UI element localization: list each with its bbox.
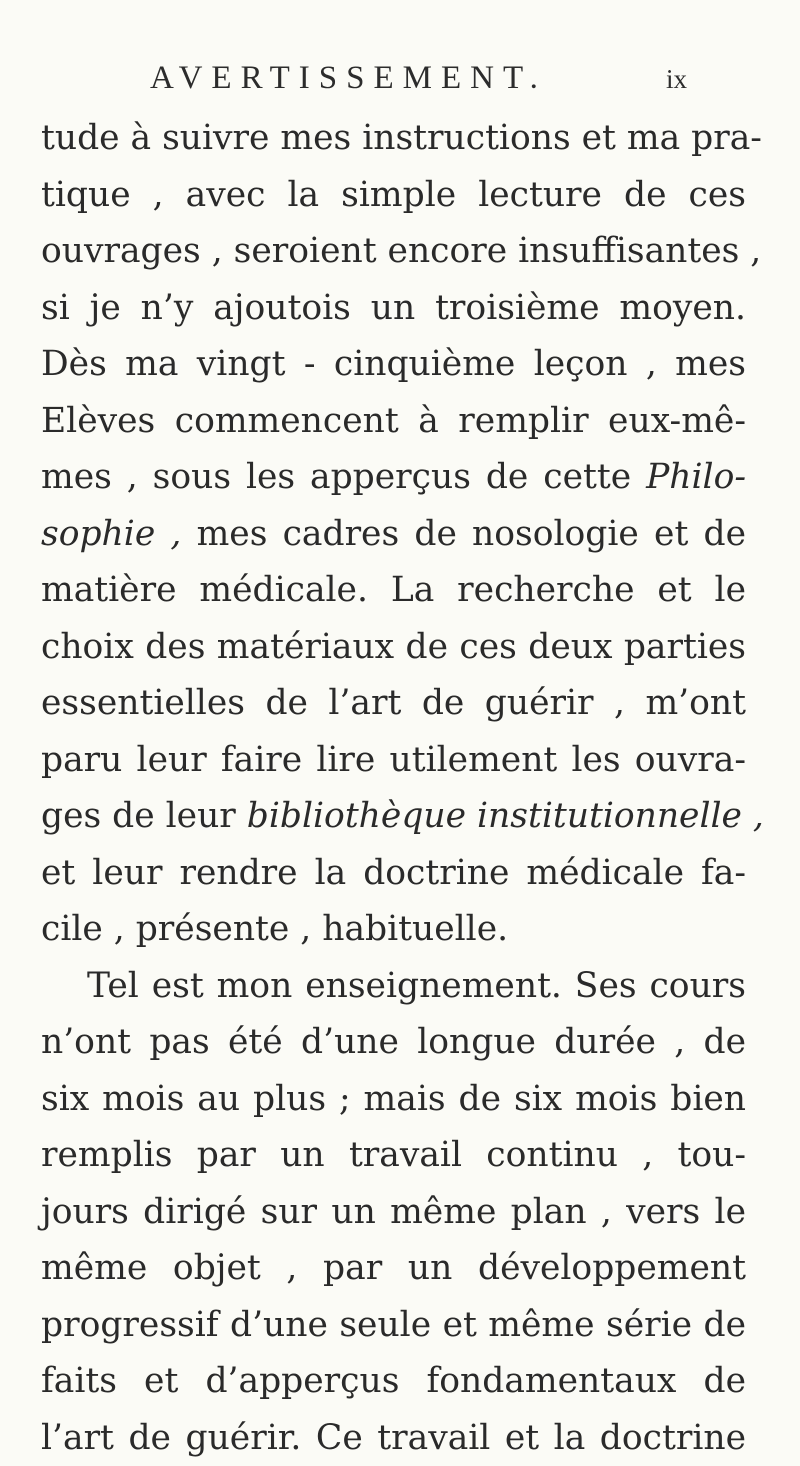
text-line xyxy=(41,393,746,450)
text-segment: faits et d’apperçus fondamentaux de xyxy=(41,1361,746,1401)
text-segment: ges de leur xyxy=(41,796,247,836)
text-segment: six mois au plus ; mais de six mois bien xyxy=(41,1079,746,1119)
text-segment: jours dirigé sur un même plan , vers le xyxy=(41,1192,746,1232)
running-head xyxy=(0,60,800,100)
text-line xyxy=(41,732,746,789)
text-segment: Elèves commencent à remplir eux-mê- xyxy=(41,401,746,441)
text-segment: si je n’y ajoutois un troisième moyen. xyxy=(41,288,746,328)
text-segment: mes cadres de nosologie et de xyxy=(181,514,746,554)
text-line xyxy=(41,562,746,619)
body-text xyxy=(41,110,746,1466)
text-segment: et leur rendre la doctrine médicale fa- xyxy=(41,853,746,893)
text-segment: cile , présente , habituelle. xyxy=(41,909,508,949)
text-line xyxy=(41,1127,746,1184)
text-line xyxy=(41,223,746,280)
text-segment: Tel est mon enseignement. Ses cours xyxy=(87,966,746,1006)
text-segment: matière médicale. La recherche et le xyxy=(41,570,746,610)
text-line xyxy=(41,1297,746,1354)
text-segment: essentielles de l’art de guérir , m’ont xyxy=(41,683,746,723)
text-line xyxy=(41,901,746,958)
text-line xyxy=(41,1410,746,1466)
text-line xyxy=(41,1014,746,1071)
italic-text-segment: Philo- xyxy=(646,457,746,497)
text-segment: ouvrages , seroient encore insuffisantes , xyxy=(41,231,761,271)
running-title: AVERTISSEMENT. xyxy=(150,60,547,97)
text-segment: mes , sous les apperçus de cette xyxy=(41,457,646,497)
italic-text-segment: sophie , xyxy=(41,514,181,554)
text-line xyxy=(41,1184,746,1241)
text-line xyxy=(41,845,746,902)
text-line xyxy=(41,1240,746,1297)
text-segment: progressif d’une seule et même série de xyxy=(41,1305,746,1345)
text-line xyxy=(41,958,746,1015)
page-number: ix xyxy=(666,64,687,95)
text-line xyxy=(41,1071,746,1128)
text-segment: l’art de guérir. Ce travail et la doctrine xyxy=(41,1418,746,1458)
text-line xyxy=(41,619,746,676)
text-segment: Dès ma vingt - cinquième leçon , mes xyxy=(41,344,746,384)
text-segment: même objet , par un développement xyxy=(41,1248,746,1288)
text-line xyxy=(41,336,746,393)
text-line xyxy=(41,449,746,506)
text-line xyxy=(41,788,746,845)
text-line xyxy=(41,506,746,563)
text-line xyxy=(41,167,746,224)
text-line xyxy=(41,1353,746,1410)
text-segment: choix des matériaux de ces deux parties xyxy=(41,627,746,667)
text-line xyxy=(41,110,746,167)
text-segment: tique , avec la simple lecture de ces xyxy=(41,175,746,215)
text-segment: tude à suivre mes instructions et ma pra- xyxy=(41,118,762,158)
text-segment: paru leur faire lire utilement les ouvra- xyxy=(41,740,746,780)
text-line xyxy=(41,280,746,337)
text-segment: n’ont pas été d’une longue durée , de xyxy=(41,1022,746,1062)
italic-text-segment: bibliothèque institutionnelle , xyxy=(247,796,764,836)
text-segment: remplis par un travail continu , tou- xyxy=(41,1135,746,1175)
text-line xyxy=(41,675,746,732)
